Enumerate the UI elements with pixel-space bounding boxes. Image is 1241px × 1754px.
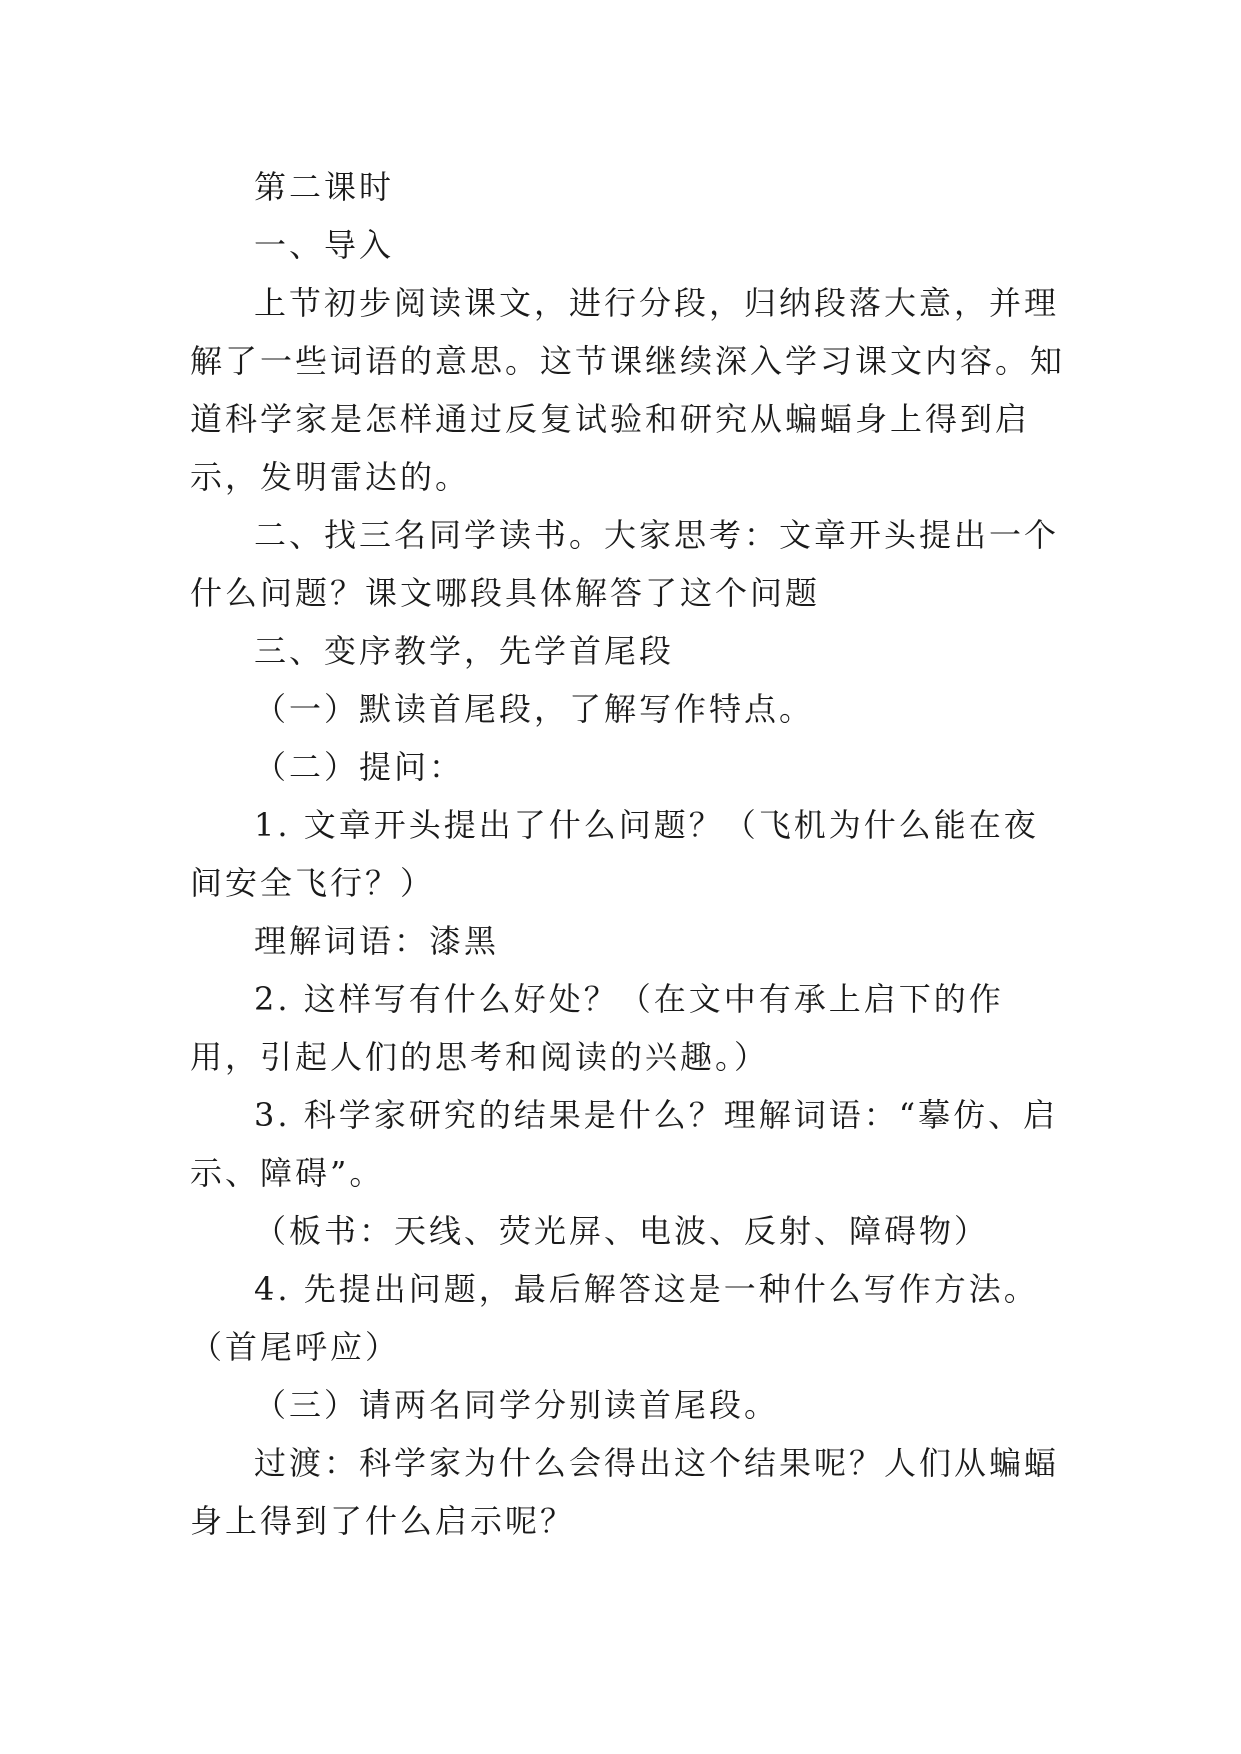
transition-paragraph: 过渡：科学家为什么会得出这个结果呢？人们从蝙蝠身上得到了什么启示呢？ <box>190 1444 1060 1540</box>
document-body <box>190 158 1065 1550</box>
subsection-silent-reading: （一）默读首尾段，了解写作特点。 <box>254 690 815 728</box>
vocabulary-note: 理解词语：漆黑 <box>254 922 500 960</box>
question-1: 1. 文章开头提出了什么问题？（飞机为什么能在夜间安全飞行？） <box>190 806 1039 902</box>
subsection-read-aloud: （三）请两名同学分别读首尾段。 <box>254 1386 780 1424</box>
question-4: 4. 先提出问题，最后解答这是一种什么写作方法。（首尾呼应） <box>190 1270 1039 1366</box>
section-reading: 二、找三名同学读书。大家思考：文章开头提出一个什么问题？课文哪段具体解答了这个问题 <box>190 516 1060 612</box>
intro-paragraph: 上节初步阅读课文，进行分段，归纳段落大意，并理解了一些词语的意思。这节课继续深入学习课文内容。知道科学家是怎样通过反复试验和研究从蝙蝠身上得到启示，发明雷达的。 <box>190 284 1066 496</box>
section-heading-intro: 一、导入 <box>254 226 395 264</box>
section-heading-order: 三、变序教学，先学首尾段 <box>254 632 675 670</box>
question-2: 2. 这样写有什么好处？（在文中有承上启下的作用，引起人们的思考和阅读的兴趣。） <box>190 980 1004 1076</box>
subsection-questions: （二）提问： <box>254 748 465 786</box>
question-3: 3. 科学家研究的结果是什么？理解词语：“摹仿、启示、障碍”。 <box>190 1096 1059 1192</box>
lesson-title: 第二课时 <box>254 168 395 206</box>
blackboard-note: （板书：天线、荧光屏、电波、反射、障碍物） <box>254 1212 990 1250</box>
